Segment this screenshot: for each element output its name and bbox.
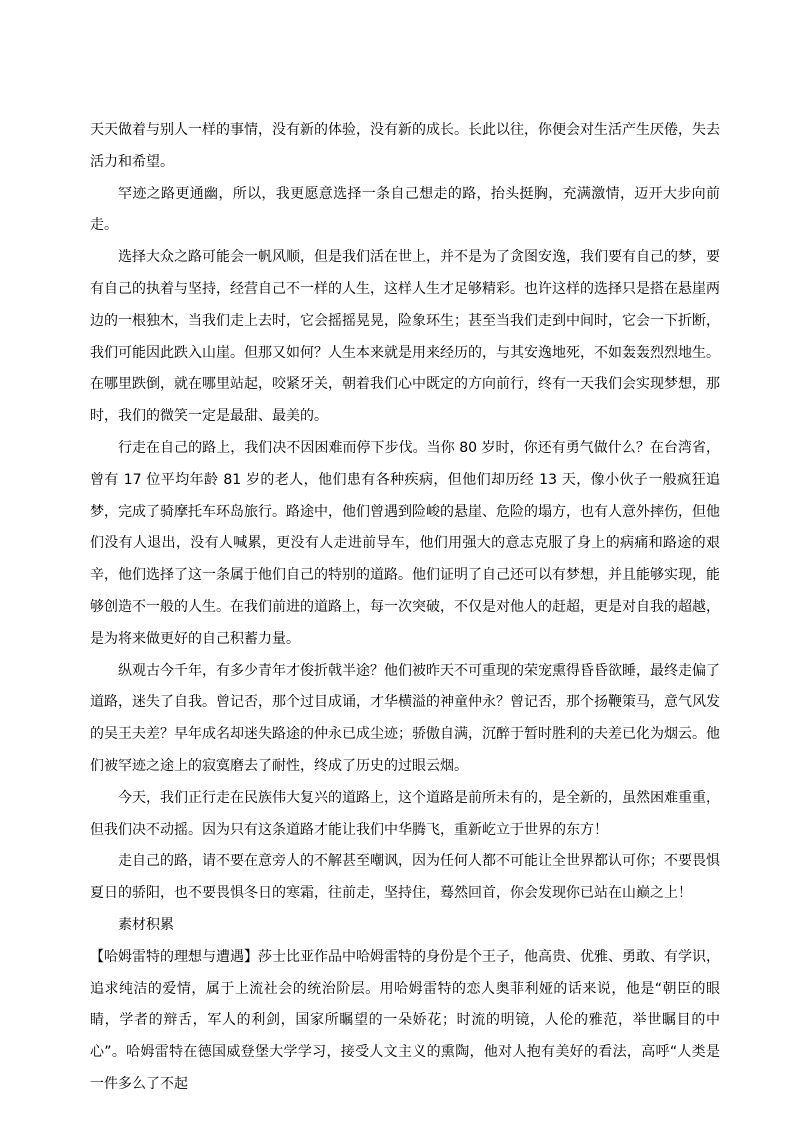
paragraph-continuation: 天天做着与别人一样的事情，没有新的体验，没有新的成长。长此以往，你便会对生活产生厌倦，失去活力和希望。 (90, 122, 720, 170)
paragraph-conclusion: 走自己的路，请不要在意旁人的不解甚至嘲讽，因为任何人都不可能让全世界都认可你；不要畏惧夏日的骄阳，也不要畏惧冬日的寒霜，往前走，坚持住，蓦然回首，你会发现你已站在山巅之上！ (90, 853, 720, 902)
paragraph-history: 纵观古今千年，有多少青年才俊折戟半途？他们被昨天不可重现的荣宠熏得昏昏欲睡，最终走偏了道路，迷失了自我。曾记否，那个过目成诵，才华横溢的神童仲永？曾记否，那个扬鞭策马，意气风发的吴王夫差？早年成名却迷失路途的仲永已成尘迹；骄傲自满，沉醉于暂时胜利的夫差已化为烟云。他们被罕迹之途上的寂寞磨去了耐性，终成了历史的过眼云烟。 (90, 662, 720, 774)
paragraph-national-rejuvenation: 今天，我们正行走在民族伟大复兴的道路上，这个道路是前所未有的，是全新的，虽然困难重重，但我们决不动摇。因为只有这条道路才能让我们中华腾飞，重新屹立于世界的东方！ (90, 789, 720, 838)
paragraph-hamlet: 【哈姆雷特的理想与遭遇】莎士比亚作品中哈姆雷特的身份是个王子，他高贵、优雅、勇敢、有学识，追求纯洁的爱情，属于上流社会的统治阶层。用哈姆雷特的恋人奥菲利娅的话来说，他是“朝臣的眼睛，学者的辩舌，军人的利剑，国家所瞩望的一朵娇花；时流的明镜，人伦的雅范，举世瞩目的中心”。哈姆雷特在德国威登堡大学学习，接受人文主义的熏陶，他对人抱有美好的看法，高呼“人类是一件多么了不起 (90, 948, 720, 1092)
paragraph-choice: 罕迹之路更通幽，所以，我更愿意选择一条自己想走的路，抬头挺胸，充满激情，迈开大步向前走。 (90, 185, 720, 234)
paragraph-elderly-riders: 行走在自己的路上，我们决不因困难而停下步伐。当你 80 岁时，你还有勇气做什么？在台湾省，曾有 17 位平均年龄 81 岁的老人，他们患有各种疾病，但他们却历经 13 天，像小伙子一般疯狂追梦，完成了骑摩托车环岛旅行。路途中，他们曾遇到险峻的悬崖、危险的塌方，也有人意外摔伤，但他们没有人退出，没有人喊累，更没有人走进前导车，他们用强大的意志克服了身上的病痛和路途的艰辛，他们选择了这一条属于他们自己的特别的道路。他们证明了自己还可以有梦想，并且能够实现，能够创造不一般的人生。在我们前进的道路上，每一次突破，不仅是对他人的赶超，更是对自我的超越，是为将来做更好的自己积蓄力量。 (90, 439, 720, 647)
document-body (90, 115, 720, 1101)
section-heading-material: 素材积累 (118, 916, 174, 933)
paragraph-popular-road: 选择大众之路可能会一帆风顺，但是我们活在世上，并不是为了贪图安逸，我们要有自己的梦，要有自己的执着与坚持，经营自己不一样的人生，这样人生才足够精彩。也许这样的选择只是搭在悬崖两边的一根独木，当我们走上去时，它会摇摇晃晃，险象环生；甚至当我们走到中间时，它会一下折断，我们可能因此跌入山崖。但那又如何？人生本来就是用来经历的，与其安逸地死，不如轰轰烈烈地生。在哪里跌倒，就在哪里站起，咬紧牙关，朝着我们心中既定的方向前行，终有一天我们会实现梦想，那时，我们的微笑一定是最甜、最美的。 (90, 249, 720, 425)
